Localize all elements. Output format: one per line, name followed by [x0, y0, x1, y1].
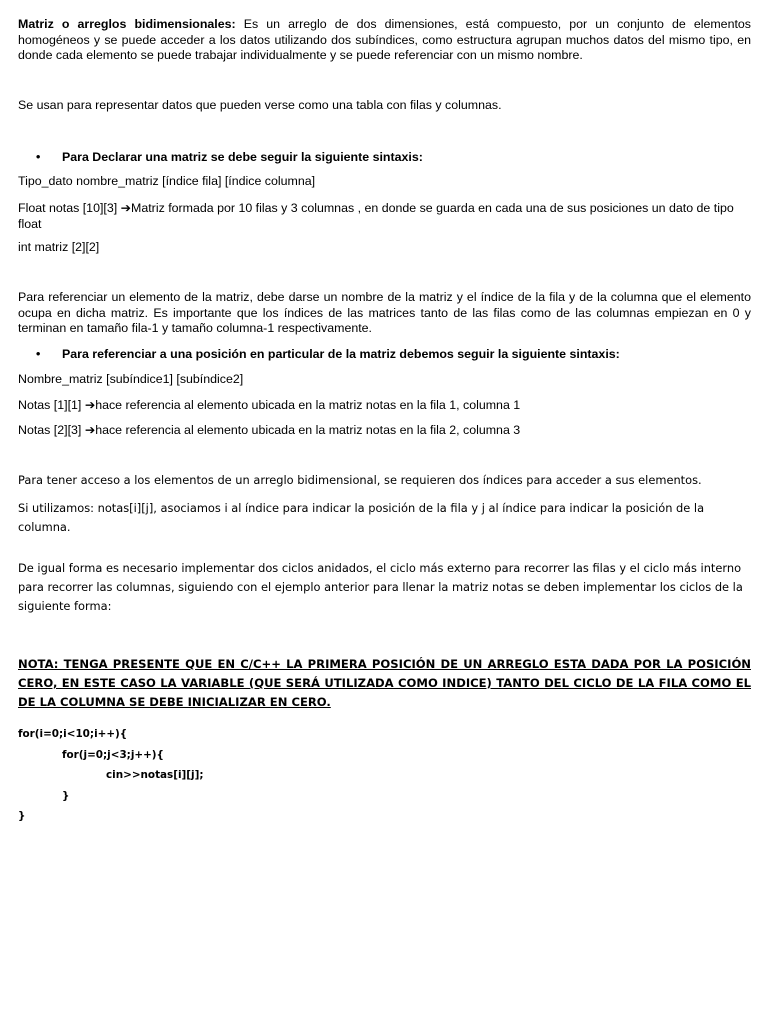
- intro-paragraph: [18, 17, 751, 64]
- code-line-2: for(j=0;j<3;j++){: [62, 749, 164, 761]
- loops-paragraph: De igual forma es necesario implementar dos ciclos anidados, el ciclo más externo para recorrer las filas y el ciclo más interno para recorrer las columnas, siguiendo con el ejemplo anterior para llenar la matriz notas se deben implementar los ciclos de la siguiente forma:: [18, 561, 743, 613]
- arrow-right-icon: ➔: [84, 397, 96, 412]
- reference-syntax: Nombre_matriz [subíndice1] [subíndice2]: [18, 372, 244, 386]
- reference-example-1: [18, 397, 751, 414]
- declare-heading: Para Declarar una matriz se debe seguir la siguiente sintaxis:: [62, 150, 423, 164]
- code-line-1: for(i=0;i<10;i++){: [18, 728, 128, 740]
- arrow-right-icon: ➔: [120, 200, 132, 215]
- access-line-2: Si utilizamos: notas[i][j], asociamos i al índice para indicar la posición de la fila y j al índice para indicar la posición de la columna.: [18, 501, 705, 534]
- bullet-icon: •: [36, 150, 41, 164]
- declare-example-1-text: Matriz formada por 10 filas y 3 columnas , en donde se guarda en cada una de sus posiciones un dato de tipo float: [18, 201, 734, 231]
- intro-term: Matriz o arreglos bidimensionales:: [18, 17, 236, 31]
- declare-example-1-code: Float notas [10][3]: [18, 201, 121, 215]
- reference-bullet-item: [36, 347, 751, 363]
- declare-syntax: Tipo_dato nombre_matriz [índice fila] [índice columna]: [18, 174, 316, 188]
- note-paragraph: NOTA: TENGA PRESENTE QUE EN C/C++ LA PRIMERA POSICIÓN DE UN ARREGLO ESTA DADA POR LA POSICIÓN CERO, EN ESTE CASO LA VARIABLE (QUE SERÁ UTILIZADA COMO INDICE) TANTO DEL CICLO DE LA FILA COMO EL DE LA COLUMNA SE DEBE INICIALIZAR EN CERO.: [18, 657, 751, 709]
- intro-text: Es un arreglo de dos dimensiones, está compuesto, por un conjunto de elementos homogéneos y se puede acceder a los datos utilizando dos subíndices, como estructura agrupan muchos datos del mismo tipo, en donde cada elemento se puede trabajar individualmente y se puede referenciar con un mismo nombre.: [18, 17, 751, 62]
- declare-bullet-item: [36, 150, 751, 166]
- bullet-icon: •: [36, 347, 41, 361]
- reference-example-1-code: Notas [1][1]: [18, 398, 85, 412]
- declare-example-1: [18, 200, 751, 232]
- reference-heading: Para referenciar a una posición en particular de la matriz debemos seguir la siguiente sintaxis:: [62, 347, 620, 361]
- reference-example-1-text: hace referencia al elemento ubicada en la matriz notas en la fila 1, columna 1: [95, 398, 521, 412]
- usage-paragraph: Se usan para representar datos que pueden verse como una tabla con filas y columnas.: [18, 98, 502, 112]
- reference-example-2: [18, 422, 751, 439]
- declare-example-2: int matriz [2][2]: [18, 240, 100, 254]
- code-line-3: cin>>notas[i][j];: [106, 769, 204, 781]
- reference-paragraph: Para referenciar un elemento de la matriz, debe darse un nombre de la matriz y el índice de la fila y de la columna que el elemento ocupa en dicha matriz. Es importante que los índices de las matrices tanto de las filas como de las columnas empiezan en 0 y terminan en tamaño fila-1 y tamaño columna-1 respectivamente.: [18, 290, 751, 335]
- code-line-5: }: [18, 810, 26, 822]
- code-line-4: }: [62, 790, 70, 802]
- reference-example-2-text: hace referencia al elemento ubicada en la matriz notas en la fila 2, columna 3: [95, 423, 521, 437]
- arrow-right-icon: ➔: [84, 422, 96, 437]
- access-line-1: Para tener acceso a los elementos de un arreglo bidimensional, se requieren dos índices para acceder a sus elementos.: [18, 473, 702, 487]
- reference-example-2-code: Notas [2][3]: [18, 423, 85, 437]
